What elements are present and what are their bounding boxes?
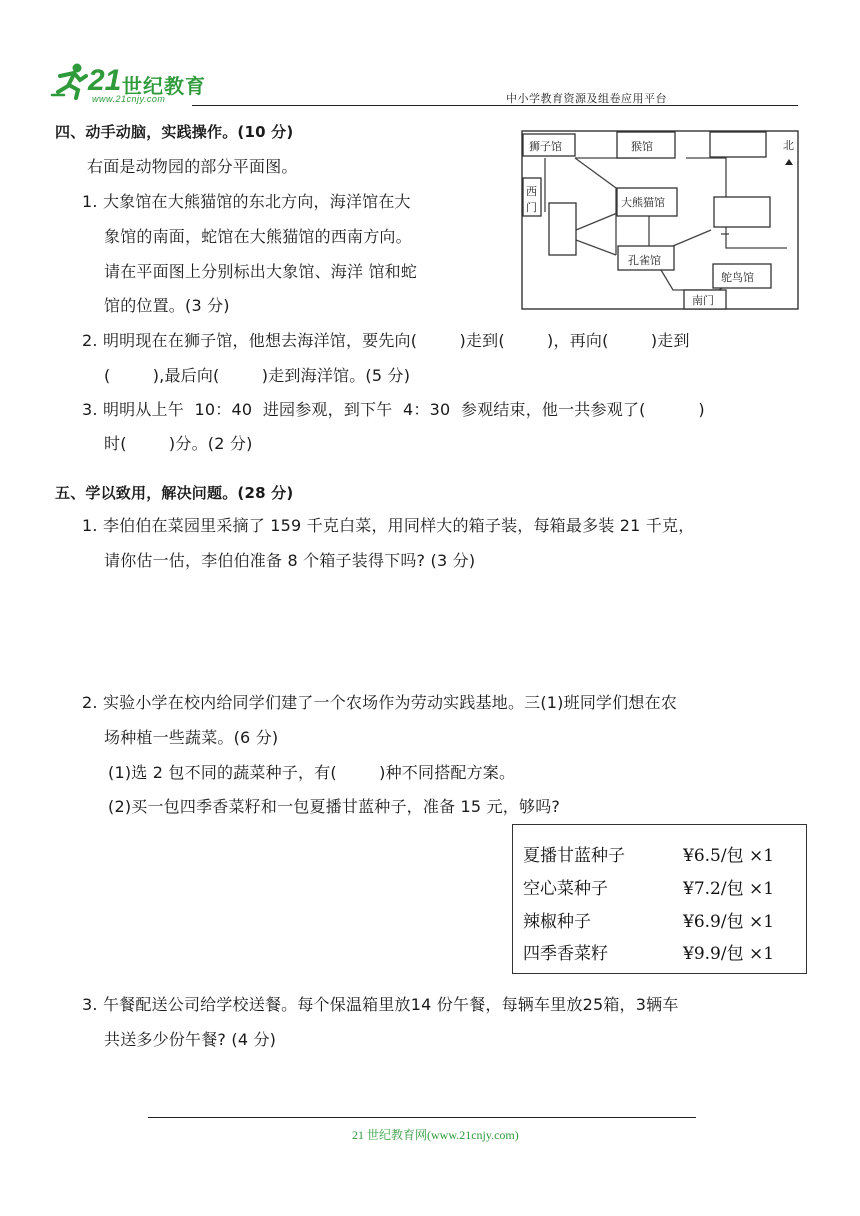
footer-link[interactable]: 21 世纪教育网(www.21cnjy.com) xyxy=(352,1128,519,1142)
map-north-label: 北 xyxy=(783,139,794,152)
header-rule xyxy=(192,105,798,106)
runner-logo-icon xyxy=(50,62,90,100)
section4-intro: 右面是动物园的部分平面图。 xyxy=(87,157,298,176)
map-south-gate-label: 南门 xyxy=(692,294,714,307)
s4-q1-line: 请在平面图上分别标出大象馆、海洋 馆和蛇 xyxy=(104,262,418,281)
north-blank-building[interactable] xyxy=(710,132,766,157)
s5-q2-line: 2. 实验小学在校内给同学们建了一个农场作为劳动实践基地。三(1)班同学们想在农 xyxy=(82,693,678,712)
s4-q1-line: 馆的位置。(3 分) xyxy=(104,296,230,315)
logo-title: 世纪教育 xyxy=(122,74,206,98)
price-row-price: ¥6.9/包 ×1 xyxy=(683,912,775,932)
north-arrow-icon xyxy=(785,159,793,165)
s4-q1-line: 象馆的南面，蛇馆在大熊猫馆的西南方向。 xyxy=(104,227,412,246)
s5-q3-line: 3. 午餐配送公司给学校送餐。每个保温箱里放14 份午餐，每辆车里放25箱，3辆车 xyxy=(82,995,679,1014)
price-row-name: 四季香菜籽 xyxy=(523,944,608,964)
platform-title: 中小学教育资源及组卷应用平台 xyxy=(506,92,667,105)
price-row-name: 辣椒种子 xyxy=(523,912,591,932)
footer-rule xyxy=(148,1117,696,1118)
price-row-price: ¥6.5/包 ×1 xyxy=(683,846,775,866)
map-peacock-label: 孔雀馆 xyxy=(628,254,661,267)
header xyxy=(0,0,860,110)
logo-number: 21 xyxy=(88,64,122,97)
west-blank-building[interactable] xyxy=(549,203,576,255)
s4-q2-line: 2. 明明现在在狮子馆，他想去海洋馆，要先向( )走到( )，再向( )走到 xyxy=(82,331,690,350)
price-row-price: ¥9.9/包 ×1 xyxy=(683,944,775,964)
zoo-map-drawing xyxy=(521,130,799,311)
seed-price-table xyxy=(512,824,807,974)
map-west-gate-label: 门 xyxy=(526,201,537,214)
s4-q1-line: 1. 大象馆在大熊猫馆的东北方向，海洋馆在大 xyxy=(82,192,411,211)
s5-q1-line: 1. 李伯伯在菜园里采摘了 159 千克白菜，用同样大的箱子装，每箱最多装 21 千克， xyxy=(82,516,695,535)
s4-q3-line: 时( )分。(2 分) xyxy=(104,434,253,453)
price-row-price: ¥7.2/包 ×1 xyxy=(683,879,775,899)
logo-url: www.21cnjy.com xyxy=(92,94,166,104)
s5-q2-sub2: (2)买一包四季香菜籽和一包夏播甘蓝种子，准备 15 元，够吗? xyxy=(108,797,561,816)
section5-title: 五、学以致用，解决问题。(28 分) xyxy=(55,484,294,502)
price-row-name: 空心菜种子 xyxy=(523,879,608,899)
map-west-gate-label: 西 xyxy=(526,185,537,198)
map-ostrich-label: 鸵鸟馆 xyxy=(721,271,754,284)
map-panda-label: 大熊猫馆 xyxy=(621,196,665,209)
s5-q3-line: 共送多少份午餐? (4 分) xyxy=(104,1030,277,1049)
s5-q1-line: 请你估一估，李伯伯准备 8 个箱子装得下吗? (3 分) xyxy=(104,551,476,570)
map-lion-label: 狮子馆 xyxy=(529,140,562,153)
price-row-name: 夏播甘蓝种子 xyxy=(523,846,625,866)
s4-q2-line: ( ),最后向( )走到海洋馆。(5 分) xyxy=(104,366,411,385)
east-blank-building[interactable] xyxy=(714,197,770,227)
s5-q2-line: 场种植一些蔬菜。(6 分) xyxy=(104,728,279,747)
zoo-map xyxy=(521,130,799,311)
s4-q3-line: 3. 明明从上午 10：40 进园参观，到下午 4：30 参观结束，他一共参观了( ) xyxy=(82,400,705,419)
map-monkey-label: 猴馆 xyxy=(631,140,653,153)
s5-q2-sub1: (1)选 2 包不同的蔬菜种子，有( )种不同搭配方案。 xyxy=(108,763,516,782)
section4-title: 四、动手动脑，实践操作。(10 分) xyxy=(55,123,294,141)
